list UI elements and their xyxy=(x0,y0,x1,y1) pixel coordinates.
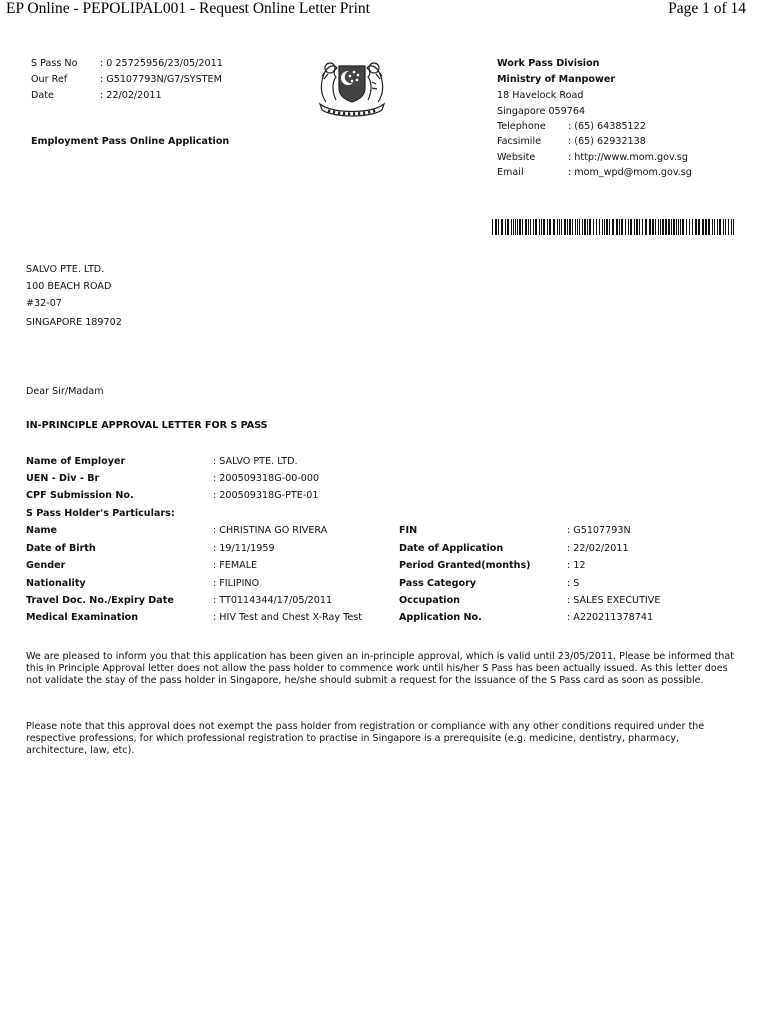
field-label: Occupation xyxy=(399,595,460,606)
recipient-line: SINGAPORE 189702 xyxy=(26,317,122,328)
field-label: Application No. xyxy=(399,612,482,623)
field-label: Name of Employer xyxy=(26,456,126,467)
particulars-heading: S Pass Holder's Particulars: xyxy=(26,508,175,519)
field-value: : SALVO PTE. LTD. xyxy=(213,456,298,467)
body-paragraph: We are pleased to inform you that this application has been given an in-principle approval, which is valid until 23/05/2011. Please be informed that this In Principle Approval letter does not allow the pass holder to commence work until his/her S Pass has been actually issued. As this letter does not validate the stay of the pass holder in Singapore, he/she should submit a request for the issuance of the S Pass card as soon as possible. xyxy=(26,651,735,686)
date-value: : 22/02/2011 xyxy=(100,90,162,101)
field-value: : TT0114344/17/05/2011 xyxy=(213,595,333,606)
field-label: Travel Doc. No./Expiry Date xyxy=(26,595,174,606)
spass-no-label: S Pass No xyxy=(31,58,78,69)
facsimile-label: Facsimile xyxy=(497,136,542,147)
recipient-line: 100 BEACH ROAD xyxy=(26,281,112,292)
field-label: Gender xyxy=(26,560,66,571)
print-header-title: EP Online - PEPOLIPAL001 - Request Online Letter Print xyxy=(6,0,370,17)
recipient-line: SALVO PTE. LTD. xyxy=(26,264,105,275)
email-label: Email xyxy=(497,167,524,178)
salutation: Dear Sir/Madam xyxy=(26,386,104,397)
field-value: : 22/02/2011 xyxy=(567,543,629,554)
address-line: 18 Havelock Road xyxy=(497,90,584,101)
website-label: Website xyxy=(497,152,536,163)
field-value: : HIV Test and Chest X-Ray Test xyxy=(213,612,362,623)
field-value: : 200509318G-PTE-01 xyxy=(213,490,319,501)
field-value: : S xyxy=(567,578,580,589)
field-label: Nationality xyxy=(26,578,86,589)
field-label: Name xyxy=(26,525,58,536)
field-value: : FILIPINO xyxy=(213,578,260,589)
field-value: : CHRISTINA GO RIVERA xyxy=(213,525,328,536)
field-label: Period Granted(months) xyxy=(399,560,531,571)
field-value: : G5107793N xyxy=(567,525,631,536)
our-ref-label: Our Ref xyxy=(31,74,68,85)
recipient-line: #32-07 xyxy=(26,298,62,309)
our-ref-value: : G5107793N/G7/SYSTEM xyxy=(100,74,222,85)
application-title: Employment Pass Online Application xyxy=(31,136,230,147)
field-value: : 12 xyxy=(567,560,586,571)
website-value: : http://www.mom.gov.sg xyxy=(568,152,689,163)
field-value: : FEMALE xyxy=(213,560,258,571)
field-label: FIN xyxy=(399,525,418,536)
singapore-coat-of-arms-icon xyxy=(312,52,392,118)
ministry-name: Ministry of Manpower xyxy=(497,74,616,85)
telephone-value: : (65) 64385122 xyxy=(568,121,646,132)
field-label: Date of Application xyxy=(399,543,504,554)
field-label: Medical Examination xyxy=(26,612,139,623)
field-value: : 200509318G-00-000 xyxy=(213,473,320,484)
spass-no-value: : 0 25725956/23/05/2011 xyxy=(100,58,223,69)
address-line: Singapore 059764 xyxy=(497,106,586,117)
field-value: : 19/11/1959 xyxy=(213,543,275,554)
division-name: Work Pass Division xyxy=(497,58,600,69)
field-value: : A220211378741 xyxy=(567,612,654,623)
barcode-icon xyxy=(492,219,738,235)
field-label: CPF Submission No. xyxy=(26,490,134,501)
body-paragraph: Please note that this approval does not exempt the pass holder from registration or compliance with any other conditions required under the respective professions, for which professional registration to practise in Singapore is a prerequisite (e.g. medicine, dentistry, pharmacy, architecture, law, etc). xyxy=(26,721,705,756)
facsimile-value: : (65) 62932138 xyxy=(568,136,646,147)
telephone-label: Telephone xyxy=(497,121,546,132)
email-value: : mom_wpd@mom.gov.sg xyxy=(568,167,692,178)
field-value: : SALES EXECUTIVE xyxy=(567,595,661,606)
field-label: UEN - Div - Br xyxy=(26,473,100,484)
field-label: Date of Birth xyxy=(26,543,96,554)
letter-subject: IN-PRINCIPLE APPROVAL LETTER FOR S PASS xyxy=(26,420,268,431)
print-header-page: Page 1 of 14 xyxy=(668,0,746,17)
date-label: Date xyxy=(31,90,54,101)
field-label: Pass Category xyxy=(399,578,477,589)
